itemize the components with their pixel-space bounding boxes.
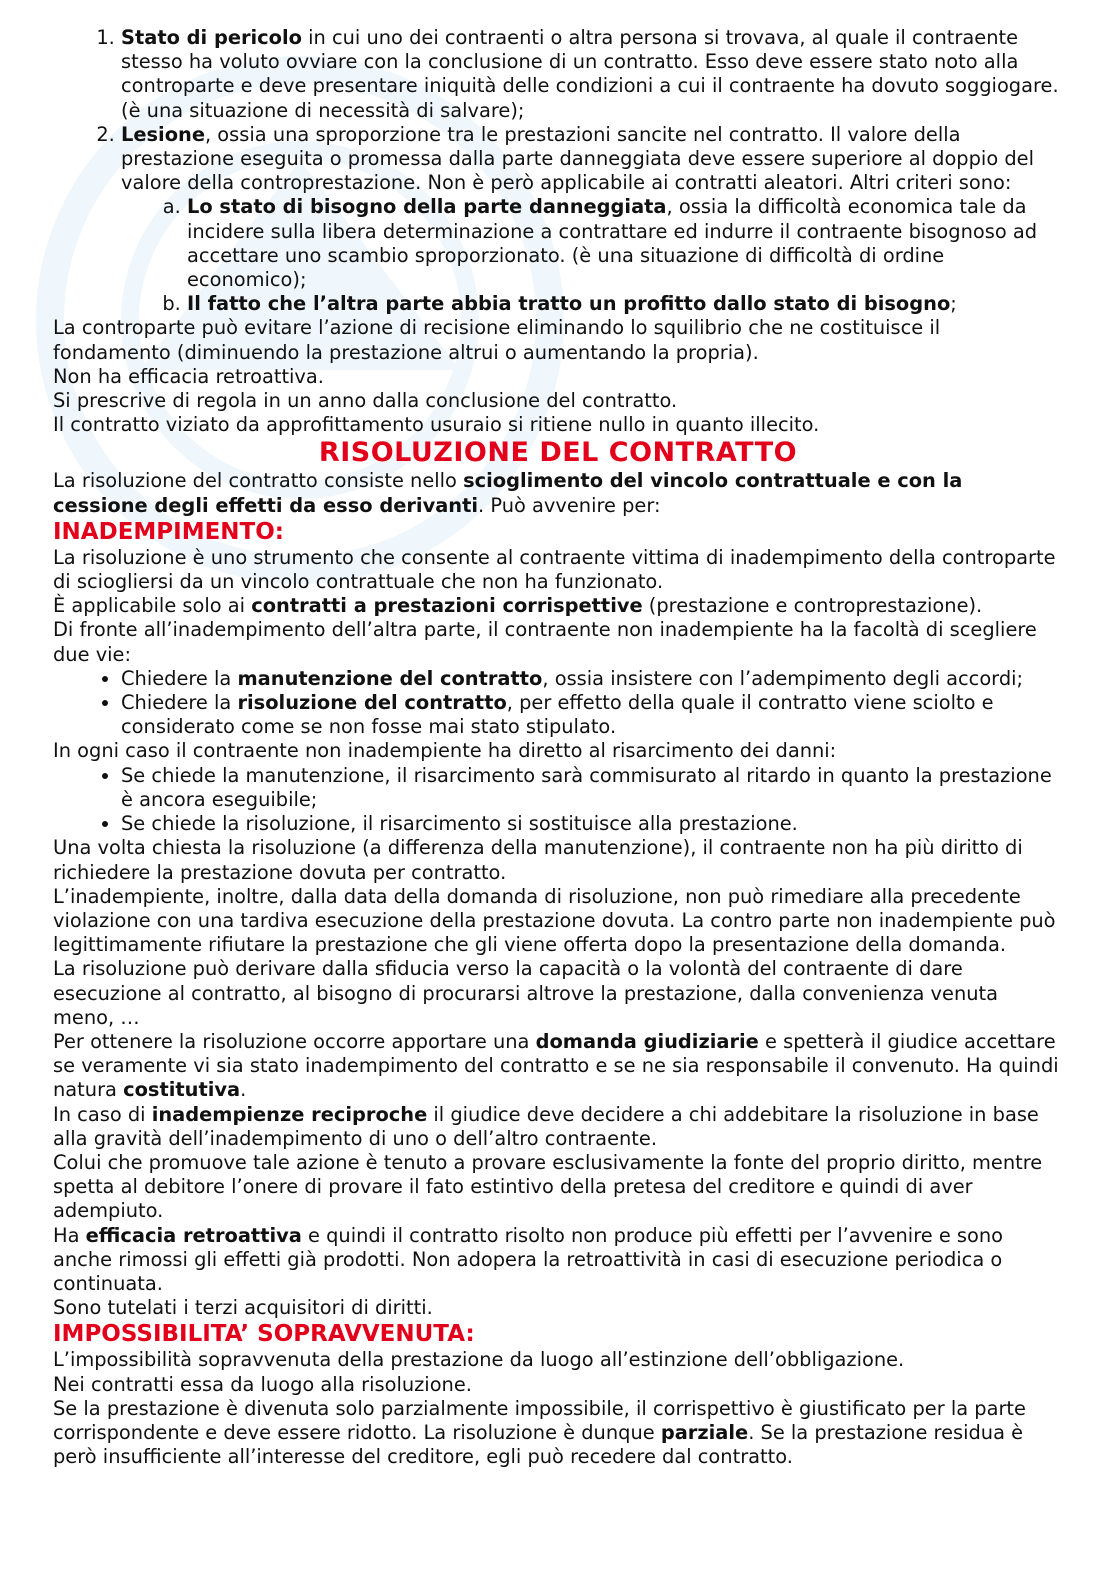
subsection-heading: IMPOSSIBILITA’ SOPRAVVENUTA:: [53, 1321, 475, 1348]
term-bold: costitutiva: [123, 1078, 241, 1102]
paragraph: [53, 1103, 1063, 1151]
paragraph: L’impossibilità sopravvenuta della prestazione da luogo all’estinzione dell’obbligazione.: [53, 1348, 905, 1372]
text: . Se la prestazione residua è però insufficiente all’interesse del creditore, egli può recedere dal contratto.: [53, 1420, 1024, 1469]
paragraph: Sono tutelati i terzi acquisitori di diritti.: [53, 1296, 433, 1320]
list-item-text: ;: [950, 292, 957, 316]
paragraph: Non ha efficacia retroattiva.: [53, 364, 324, 388]
term-bold: Lesione: [121, 122, 205, 146]
text: Se la prestazione è divenuta solo parzialmente impossibile, il corrispettivo è giustificato per la parte corrispondente e deve essere ridotto. La risoluzione è dunque: [53, 1396, 1026, 1444]
paragraph: In ogni caso il contraente non inadempiente ha diretto al risarcimento dei danni:: [53, 739, 837, 763]
text: In caso di: [53, 1102, 152, 1126]
paragraph: Si prescrive di regola in un anno dalla conclusione del contratto.: [53, 389, 678, 413]
bullet-list: [53, 667, 1063, 740]
term-bold: Il fatto che l’altra parte abbia tratto un profitto dallo stato di bisogno: [187, 292, 951, 316]
term-bold: manutenzione del contratto: [237, 666, 543, 690]
sublist-criteria: [121, 195, 1063, 316]
list-item: [121, 691, 1063, 739]
text: . Può avvenire per:: [478, 493, 661, 517]
text: Ha: [53, 1223, 86, 1247]
paragraph: La risoluzione è uno strumento che consente al contraente vittima di inadempimento della controparte di sciogliersi da un vincolo contrattuale che non ha funzionato.: [53, 545, 1056, 594]
text: e spetterà il giudice accettare se veramente vi sia stato inadempimento del contratto e se ne sia responsabile il convenuto. Ha quindi natura: [53, 1029, 1059, 1102]
text: , per effetto della quale il contratto viene sciolto e considerato come se non fosse mai stato stipulato.: [121, 691, 994, 739]
paragraph: L’inadempiente, inoltre, dalla data della domanda di risoluzione, non può rimediare alla precedente violazione con una tardiva esecuzione della prestazione dovuta. La contro parte non inadempiente può legittimamente rifiutare la prestazione che gli viene offerta dopo la presentazione della domanda.: [53, 884, 1056, 957]
paragraph: Nei contratti essa da luogo alla risoluzione.: [53, 1372, 472, 1396]
text: e quindi il contratto risolto non produce più effetti per l’avvenire e sono anche rimossi gli effetti già prodotti. Non adopera la retroattività in casi di esecuzione periodica o continuata.: [53, 1223, 1004, 1295]
paragraph: La controparte può evitare l’azione di recisione eliminando lo squilibrio che ne costituisce il fondamento (diminuendo la prestazione altrui o aumentando la propria).: [53, 316, 941, 364]
list-item: [187, 195, 1063, 292]
bullet-list: [53, 764, 1063, 837]
list-conditions: [53, 26, 1063, 316]
list-item-text: , ossia la difficoltà economica tale da incidere sulla libera determinazione a contrattare ed indurre il contraente bisognoso ad accettare uno scambio sproporzionato. (è una situazione di difficoltà di ordine economico);: [187, 195, 1038, 292]
term-bold: domanda giudiziarie: [535, 1029, 759, 1053]
term-bold: scioglimento del vincolo contrattuale e con la cessione degli effetti da esso derivanti: [53, 469, 963, 517]
paragraph: Una volta chiesta la risoluzione (a differenza della manutenzione), il contraente non ha più diritto di richiedere la prestazione dovuta per contratto.: [53, 836, 1023, 884]
list-item: • Se chiede la risoluzione, il risarcimento si sostituisce alla prestazione.: [121, 812, 1063, 836]
list-item: [187, 292, 1063, 316]
list-item: [121, 26, 1063, 123]
list-item-text: in cui uno dei contraenti o altra persona si trovava, al quale il contraente stesso ha voluto ovviare con la conclusione di un contratto. Esso deve essere stato noto alla controparte e deve presentare iniquità delle condizioni a cui il contraente ha dovuto soggiogare. (è una situazione di necessità di salvare);: [121, 26, 1059, 122]
list-item: [121, 667, 1063, 691]
paragraph: Colui che promuove tale azione è tenuto a provare esclusivamente la fonte del proprio diritto, mentre spetta al debitore l’onere di provare il fato estintivo della pretesa del creditore e quindi di aver adempiuto.: [53, 1150, 1043, 1223]
list-item: [121, 123, 1063, 317]
text: , ossia insistere con l’adempimento degli accordi;: [542, 666, 1024, 690]
term-bold: efficacia retroattiva: [85, 1223, 302, 1247]
term-bold: inadempienze reciproche: [151, 1102, 428, 1126]
text: Per ottenere la risoluzione occorre apportare una: [53, 1029, 536, 1053]
paragraph: Di fronte all’inadempimento dell’altra parte, il contraente non inadempiente ha la facoltà di scegliere due vie:: [53, 618, 1037, 666]
subsection-heading: INADEMPIMENTO:: [53, 518, 284, 545]
term-bold: parziale: [660, 1420, 749, 1444]
text: La risoluzione del contratto consiste nello: [53, 469, 464, 493]
paragraph: La risoluzione può derivare dalla sfiducia verso la capacità o la volontà del contraente di dare esecuzione al contratto, al bisogno di procurarsi altrove la prestazione, dalla convenienza venuta meno, …: [53, 957, 999, 1029]
document-page: [53, 26, 1063, 1469]
term-bold: contratti a prestazioni corrispettive: [251, 594, 643, 618]
term-bold: Lo stato di bisogno della parte danneggiata: [187, 195, 667, 219]
list-item: • Se chiede la manutenzione, il risarcimento sarà commisurato al ritardo in quanto la prestazione è ancora eseguibile;: [121, 764, 1063, 812]
list-item-text: , ossia una sproporzione tra le prestazioni sancite nel contratto. Il valore della prestazione eseguita o promessa dalla parte danneggiata deve essere superiore al doppio del valore della controprestazione. Non è però applicabile ai contratti aleatori. Altri criteri sono:: [121, 122, 1034, 195]
text: Chiedere la: [121, 691, 238, 715]
text: È applicabile solo ai: [53, 594, 252, 618]
term-bold: risoluzione del contratto: [237, 691, 507, 715]
section-title: RISOLUZIONE DEL CONTRATTO: [318, 437, 798, 469]
paragraph: [53, 1224, 1063, 1297]
paragraph: [53, 1030, 1063, 1103]
paragraph: [53, 469, 1063, 517]
text: Chiedere la: [121, 666, 238, 690]
paragraph: Il contratto viziato da approfittamento usuraio si ritiene nullo in quanto illecito.: [53, 413, 820, 437]
text: .: [240, 1078, 247, 1102]
text: il giudice deve decidere a chi addebitare la risoluzione in base alla gravità dell’inadempimento di uno o dell’altro contraente.: [53, 1102, 1039, 1150]
term-bold: Stato di pericolo: [121, 26, 302, 49]
text: (prestazione e controprestazione).: [642, 594, 983, 618]
paragraph: [53, 1397, 1063, 1470]
paragraph: [53, 594, 1063, 618]
